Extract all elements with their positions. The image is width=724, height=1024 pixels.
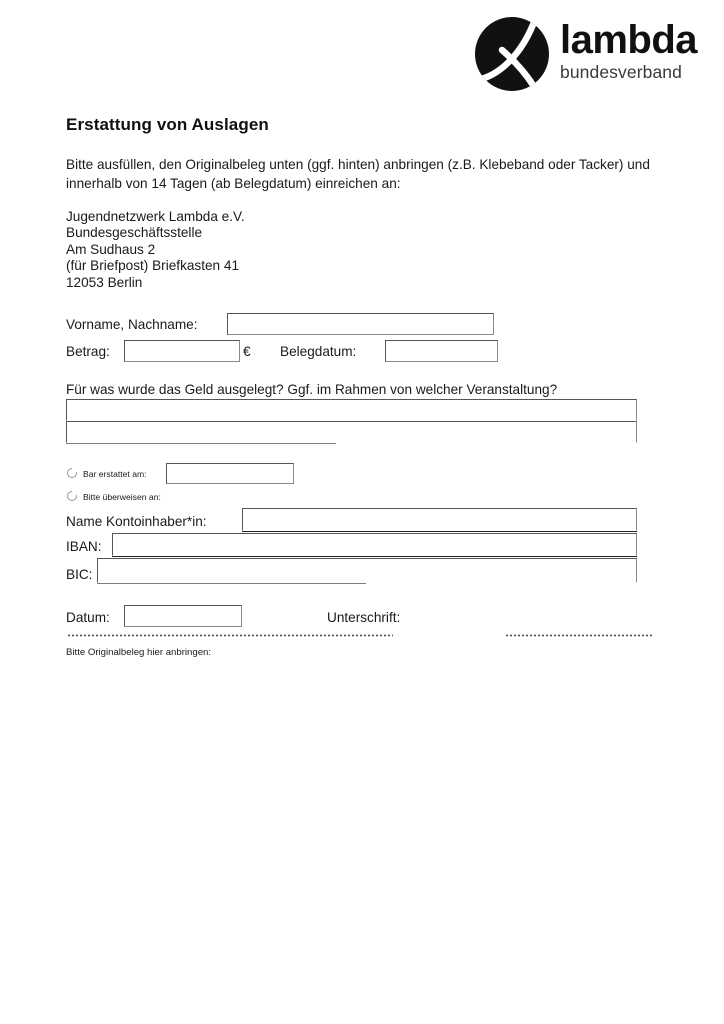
radio-bank-transfer[interactable] [67,491,77,501]
logo-wordmark [560,20,706,82]
purpose-input-line-2[interactable] [66,421,637,443]
bic-input[interactable] [97,558,637,583]
logo-wordmark-subtitle: bundesverband [560,62,682,82]
receipt-date-input[interactable] [385,340,498,362]
address-line-5: 12053 Berlin [66,274,143,290]
address-line-1: Jugendnetzwerk Lambda e.V. [66,209,245,224]
address-line-2: Bundesgeschäftsstelle [66,225,203,241]
bic-label: BIC: [66,567,93,582]
lambda-bundesverband-logo [472,14,704,94]
date-label: Datum: [66,610,110,625]
name-label: Vorname, Nachname: [66,317,198,332]
intro-paragraph: Bitte ausfüllen, den Originalbeleg unten (ggf. hinten) anbringen (z.B. Klebeband oder Tacker) und innerhalb von 14 Tagen (ab Belegdatum) einreichen an: [66,157,650,191]
address-line-3: Am Sudhaus 2 [66,241,156,257]
lambda-circle-mark-icon [472,14,552,94]
page-title: Erstattung von Auslagen [66,115,269,134]
cash-date-input[interactable] [166,463,294,484]
purpose-question-label: Für was wurde das Geld ausgelegt? Ggf. im Rahmen von welcher Veranstaltung? [66,382,558,397]
signature-label: Unterschrift: [327,610,401,625]
radio-bank-transfer-label: Bitte überweisen an: [83,492,161,502]
currency-symbol: € [243,344,251,359]
purpose-input-line-1[interactable] [66,399,637,421]
name-input[interactable] [227,313,494,335]
recipient-address [66,209,245,291]
amount-input[interactable] [124,340,240,362]
iban-input[interactable] [112,533,637,556]
logo-wordmark-main: lambda [560,18,698,62]
iban-bottom-rule [112,556,637,557]
signature-dotted-line [505,634,653,637]
account-holder-label: Name Kontoinhaber*in: [66,514,207,529]
attach-receipt-note: Bitte Originalbeleg hier anbringen: [66,647,212,658]
account-holder-bottom-rule [242,531,637,532]
receipt-date-label: Belegdatum: [280,344,357,359]
account-holder-input[interactable] [242,508,637,531]
radio-cash-reimbursed-label: Bar erstattet am: [83,469,147,479]
address-line-4: (für Briefpost) Briefkasten 41 [66,258,240,274]
date-input[interactable] [124,605,242,627]
purpose-line-2-bottom-rule [66,443,336,444]
radio-cash-reimbursed[interactable] [67,468,77,478]
bic-bottom-rule [97,583,366,584]
iban-label: IBAN: [66,539,102,554]
amount-label: Betrag: [66,344,110,359]
date-signature-dotted-line [67,634,393,637]
